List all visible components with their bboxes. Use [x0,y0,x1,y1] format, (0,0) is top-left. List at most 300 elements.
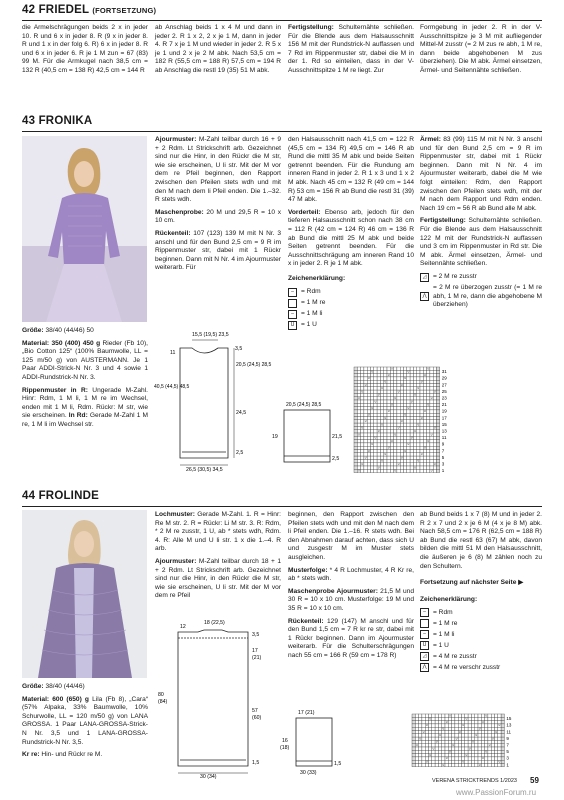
chart-cell [404,436,407,439]
chart-cell [354,453,357,456]
chart-cell [433,407,436,410]
chart-cell [498,744,501,747]
chart-cell [364,390,367,393]
chart-cell [442,754,445,757]
chart-cell [488,721,491,724]
chart-symbol: U [407,407,410,410]
chart-cell [417,446,420,449]
chart-cell [475,717,478,720]
chart-row-label: 29 [441,375,447,381]
chart-cell [430,374,433,377]
chart-row-label: 7 [506,742,509,748]
chart-cell [380,420,383,423]
dim-bottom: 30 (34) [200,774,217,780]
chart-cell [407,397,410,400]
chart-cell [364,413,367,416]
chart-cell [394,463,397,466]
dim-215: 21,5 [332,434,343,440]
chart-cell [448,740,451,743]
chart-cell [423,463,426,466]
chart-cell [404,370,407,373]
chart-cell [437,413,440,416]
chart-symbol: U [419,738,422,741]
chart-cell [458,750,461,753]
chart-cell [410,384,413,387]
chart-cell [367,440,370,443]
chart-cell [387,387,390,390]
chart-cell [354,407,357,410]
chart-cell [442,737,445,740]
chart-cell [374,380,377,383]
chart-cell [387,430,390,433]
chart-cell [412,721,415,724]
chart-cell [364,433,367,436]
chart-cell [422,744,425,747]
chart-cell [371,433,374,436]
chart-cell [452,734,455,737]
chart-cell [361,440,364,443]
chart-cell [380,450,383,453]
chart-cell [387,433,390,436]
legend-symbol-icon [420,619,429,628]
chart-cell [384,397,387,400]
chart-cell [485,740,488,743]
chart-cell [435,727,438,730]
chart-cell [488,760,491,763]
chart-cell [415,750,418,753]
chart-cell [430,426,433,429]
chart-cell [429,740,432,743]
chart-cell [361,374,364,377]
chart-cell [485,757,488,760]
chart-cell [437,469,440,472]
chart-symbol: U [442,728,445,731]
chart-cell [390,393,393,396]
chart-cell [354,426,357,429]
chart-cell [422,714,425,717]
chart-cell [357,463,360,466]
chart-cell [354,433,357,436]
chart-cell [481,760,484,763]
chart-cell [354,420,357,423]
chart-cell [390,387,393,390]
chart-cell [468,731,471,734]
sec44-col2: Lochmuster: Gerade M-Zahl. 1. R = Hinr: Re M str. 2. R = Rückr: Li M str. 3. R: Rdm, * 2 M re zusstr, 1 U, ab * stets wdh, Rdm. 4. R: Alle M und U li str. 1 x die 1.–4. R arb. Ajourmuster: M-Zahl teilbar durch 18 + 1 + 2 Rdm. Lt Strickschrift arb. Gezeichnet sind nur die Hinr, in den Rückr die M str, wie sie erscheinen, U li str. Mit der M vor dem re Pfeil [155,511,281,600]
chart-cell [458,731,461,737]
chart-cell [387,469,390,472]
chart-cell [384,417,387,423]
chart-cell [478,728,484,734]
chart-cell [364,469,367,472]
chart-cell [430,423,433,426]
dim-57: 57 [252,708,258,714]
chart-cell [374,401,380,406]
chart-cell [384,403,387,406]
chart-cell [420,367,423,370]
chart-symbol: U [459,731,461,734]
chart-cell [435,734,438,737]
chart-cell [380,440,383,443]
chart-cell [420,417,426,420]
chart-cell [410,393,413,396]
chart-cell [488,757,491,760]
chart-cell [367,407,370,410]
chart-cell [361,393,364,396]
chart-cell [394,450,397,453]
divider [22,506,542,507]
chart-cell [420,469,423,472]
chart-cell [374,387,377,390]
page-number: 59 [530,776,539,785]
chart-symbol: U [426,725,428,728]
chart-cell [495,757,498,760]
chart-cell [354,443,357,446]
chart-symbol: U [387,411,390,414]
chart-cell [433,450,436,453]
chart-cell [407,450,410,453]
chart-cell [478,714,481,717]
chart-cell [407,370,413,374]
chart-cell [485,717,488,720]
chart-symbol: U [420,454,423,457]
chart-cell [410,456,413,459]
chart-cell [364,443,367,446]
chart-cell [478,764,484,767]
chart-symbol: U [472,741,474,744]
chart-symbol: U [358,470,360,473]
chart-cell [437,393,440,396]
chart-cell [412,764,415,767]
chart-row-label: 31 [441,369,447,375]
chart-cell [397,417,400,420]
chart-cell [468,760,471,763]
chart-cell [495,721,498,724]
chart-cell [432,757,435,760]
chart-cell [361,443,364,446]
chart-cell [384,381,387,387]
chart-cell [417,380,420,383]
chart-cell [400,440,403,443]
chart-cell [417,430,420,433]
chart-cell [377,387,380,390]
chart-cell [364,459,367,462]
chart-cell [367,466,370,469]
chart-cell [377,431,383,436]
chart-cell [455,734,458,737]
chart-cell [390,466,393,469]
chart-cell [430,417,433,420]
chart-cell [394,426,397,429]
chart-cell [430,459,433,462]
chart-cell [442,728,445,734]
chart-cell [432,747,438,751]
chart-cell [404,400,407,403]
chart-cell [445,750,448,753]
chart-symbol: U [452,745,455,747]
chart-cell [404,426,407,429]
chart-cell [384,374,387,377]
chart-cell [374,463,377,466]
chart-cell [377,407,380,410]
chart-cell [488,747,491,750]
chart-cell [438,714,441,717]
chart-cell [458,721,461,724]
chart-cell [380,367,383,370]
chart-cell [417,384,420,387]
chart-cell [427,384,430,387]
legend-symbol-icon: ◿ [420,652,429,661]
chart-cell [419,754,422,757]
chart-symbol: U [407,371,410,374]
chart-cell [384,407,387,410]
chart-cell [374,466,377,469]
chart-row-label: 11 [506,729,512,735]
chart-row-label: 11 [441,435,447,441]
chart-cell [364,397,367,400]
chart-cell [462,737,465,740]
chart-cell [377,456,380,459]
chart-cell [387,459,390,462]
chart-cell [430,400,433,403]
chart-cell [400,453,403,456]
chart-symbol: U [426,761,428,764]
chart-cell [495,744,498,747]
chart-cell [410,463,413,466]
chart-cell [404,459,407,462]
chart-cell [452,724,455,727]
dim-s-bottom: 30 (33) [300,770,317,776]
chart-cell [437,370,440,373]
chart-cell [427,433,430,436]
chart-cell [397,436,400,439]
chart-symbol: U [358,434,360,437]
chart-cell [384,380,390,384]
chart-cell [357,450,360,453]
chart-cell [400,459,403,462]
chart-cell [387,367,390,370]
chart-cell [404,463,407,466]
chart-cell [410,430,413,433]
chart-cell [361,400,364,403]
chart-cell [481,754,484,757]
chart-row-label: 5 [441,454,445,460]
chart-cell [445,740,448,743]
chart-cell [413,410,416,413]
chart-cell [433,423,436,426]
chart-cell [410,459,413,462]
chart-cell [367,367,370,370]
chart-cell [407,444,413,449]
chart-cell [491,764,494,767]
chart-cell [367,397,370,400]
chart-cell [435,724,438,727]
chart-cell [397,446,400,449]
legend-label: = 2 M re zusstr [433,273,477,281]
chart-cell [417,390,420,393]
chart-cell [397,410,400,413]
chart-symbol: U [465,754,468,757]
chart-cell [417,436,420,439]
chart-cell [423,407,426,410]
chart-cell [407,387,410,390]
dim-top: 18 (22,5) [204,620,225,626]
legend-symbol-icon: U [420,641,429,650]
chart-cell [430,380,433,383]
chart-cell [442,750,445,753]
dim-s25: 2,5 [332,456,340,462]
chart-cell [384,423,387,426]
chart-cell [465,740,468,743]
chart-row-label: 1 [506,762,509,768]
chart-symbol: U [492,738,494,741]
chart-cell [427,456,430,459]
chart-cell [417,460,423,466]
chart-cell [397,433,400,436]
dim-11: 11 [170,350,176,356]
chart-cell [442,728,448,734]
chart-cell [462,721,465,724]
chart-symbol: U [495,731,497,734]
chart-cell [384,381,390,387]
chart-cell [387,436,390,439]
chart-cell [377,469,380,472]
chart-row-label: 19 [441,408,447,414]
chart-cell [367,390,370,393]
chart-cell [364,410,367,413]
chart-cell [455,717,458,720]
chart-cell [425,740,428,743]
chart-cell [407,407,413,410]
chart-cell [364,436,367,439]
chart-cell [430,377,433,380]
chart-cell [374,374,377,377]
chart-cell [407,384,410,387]
legend-label: = Rdm [301,287,321,295]
chart-cell [419,760,422,763]
chart-cell [433,393,436,396]
chart-symbol: U [417,424,420,427]
chart-cell [498,737,501,740]
chart-cell [404,380,407,383]
chart-cell [410,420,413,423]
chart-cell [438,764,441,767]
chart-cell [404,446,407,449]
legend-symbol-icon: ⋀ [420,292,429,301]
chart-cell [367,446,370,449]
chart-symbol: U [387,447,390,450]
chart-cell [433,380,436,383]
chart-cell [433,384,436,387]
chart-cell [377,443,380,446]
chart-cell [357,400,360,403]
chart-cell [417,377,420,380]
chart-cell [364,400,367,403]
chart-cell [420,466,423,469]
chart-cell [475,714,478,717]
chart-cell [488,727,491,730]
chart-cell [432,744,435,747]
chart-cell [437,459,440,462]
chart-cell [377,467,383,472]
chart-cell [364,403,367,406]
chart-cell [407,367,410,370]
chart-cell [394,390,397,393]
chart-cell [488,754,491,757]
chart-cell [374,420,377,423]
chart-cell [384,377,387,380]
chart-cell [361,403,364,406]
legend-item [420,284,542,310]
chart-cell [462,754,465,757]
chart-cell [357,407,360,410]
chart-cell [397,463,403,466]
chart-cell [387,447,393,453]
chart-cell [390,390,393,393]
legend-label: = 1 U [433,641,449,649]
chart-symbol: U [401,457,403,460]
chart-cell [413,456,416,459]
chart-cell [465,754,468,760]
chart-cell [384,390,387,393]
chart-cell [377,420,380,423]
chart-cell [354,377,357,380]
chart-cell [357,456,360,459]
chart-symbol: U [445,758,448,761]
chart-cell [420,400,423,403]
legend-item [288,299,414,308]
chart-cell [427,397,430,400]
chart-cell [462,717,465,720]
chart-cell [412,754,415,757]
chart-symbol: U [427,368,430,371]
chart-symbol: U [371,371,373,374]
chart-cell [357,440,360,443]
chart-cell [422,740,425,743]
chart-cell [384,463,387,466]
chart-cell [435,764,438,767]
chart-cell [481,744,484,747]
chart-cell [485,721,488,724]
chart-cell [478,750,481,753]
chart-symbol: U [488,745,491,747]
chart-cell [419,747,422,750]
chart-cell [455,714,458,717]
chart-cell [475,750,478,753]
chart-cell [397,407,400,410]
chart-cell [422,737,425,740]
chart-cell [407,440,410,443]
chart-cell [400,403,403,406]
chart-cell [455,727,458,730]
chart-cell [475,740,478,743]
chart-cell [413,367,416,370]
chart-row-label: 21 [441,402,447,408]
chart-cell [427,417,430,420]
chart-cell [413,443,416,446]
chart-cell [471,760,474,763]
chart-cell [390,397,393,400]
chart-cell [417,397,420,400]
chart-cell [495,724,498,727]
chart-cell [371,450,374,453]
chart-symbol: U [429,718,431,721]
chart-cell [475,721,478,724]
chart-cell [437,390,440,393]
chart-cell [387,413,390,416]
chart-cell [412,714,415,717]
chart-cell [371,417,374,420]
chart-cell [442,714,445,717]
